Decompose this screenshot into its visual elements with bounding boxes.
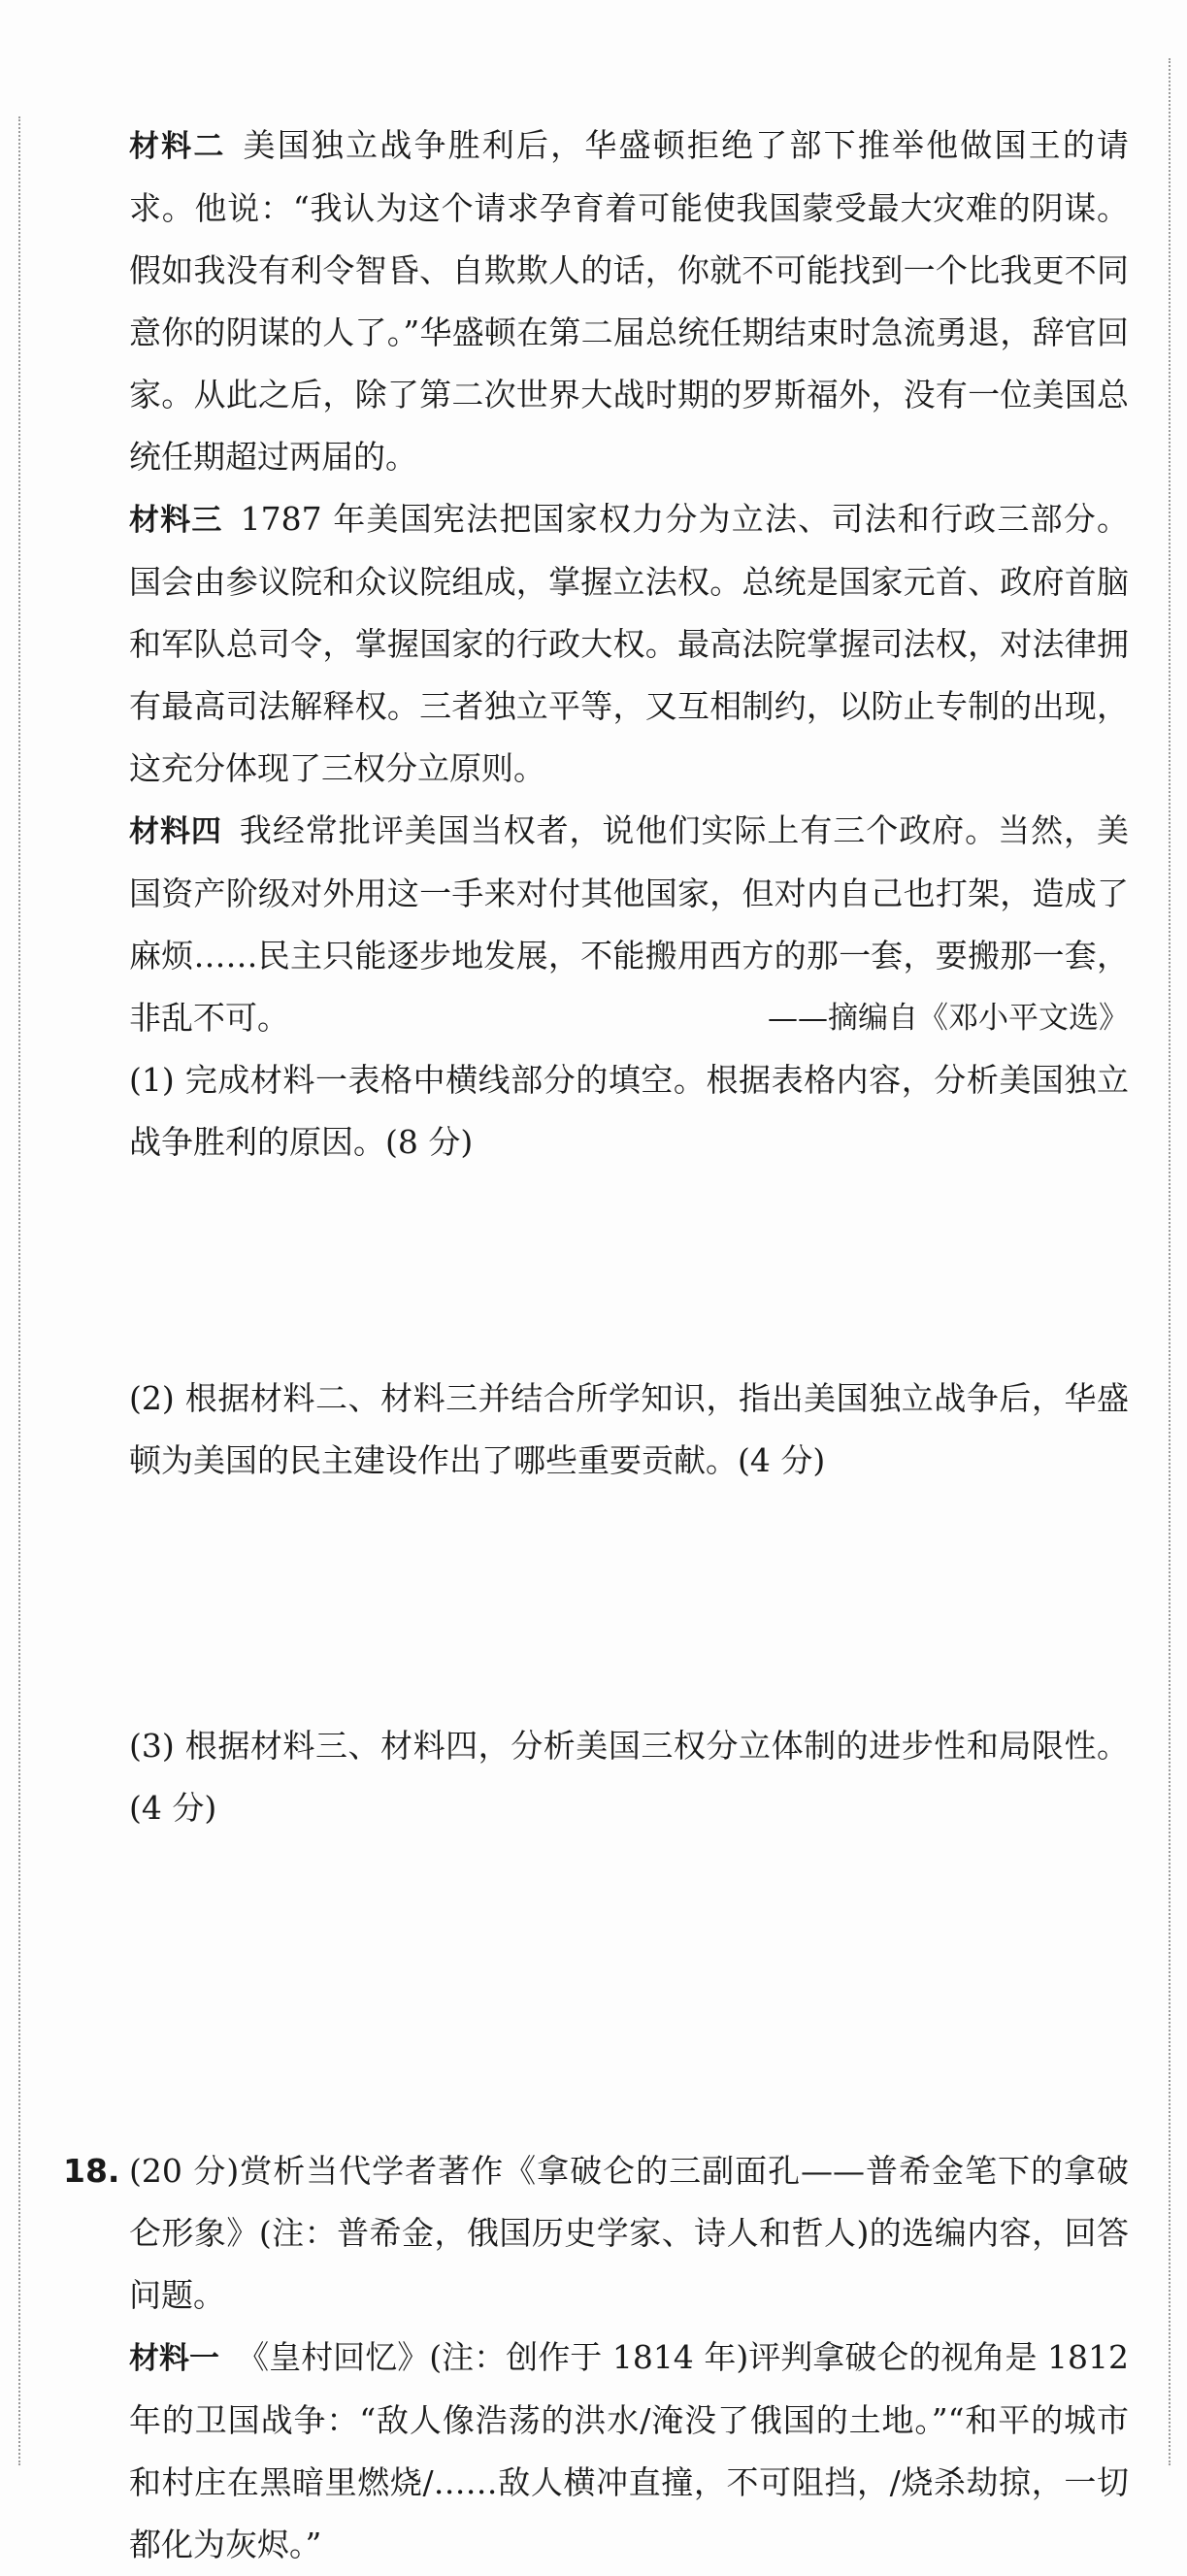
- material-text: 美国独立战争胜利后，华盛顿拒绝了部下推举他做国王的请求。他说：“我认为这个请求孕育着可能使我国蒙受最大灾难的阴谋。假如我没有利令智昏、自欺欺人的话，你就不可能找到一个比我更不同意你的阴谋的人了。”华盛顿在第二届总统任期结束时急流勇退，辞官回家。从此之后，除了第二次世界大战时期的罗斯福外，没有一位美国总统任期超过两届的。: [129, 126, 1130, 476]
- page-content: [63, 115, 1130, 2576]
- material-three: [129, 488, 1129, 800]
- material-text: 《皇村回忆》(注：创作于 1814 年)评判拿破仑的视角是 1812 年的卫国战争：“敌人像浩荡的洪水/淹没了俄国的土地。”“和平的城市和村庄在黑暗里燃烧/……敌人横冲直撞，不可阻挡，/烧杀劫掠，一切都化为灰烬。”: [129, 2338, 1130, 2563]
- material-text: 1787 年美国宪法把国家权力分为立法、司法和行政三部分。国会由参议院和众议院组成，掌握立法权。总统是国家元首、政府首脑和军队总司令，掌握国家的行政大权。最高法院掌握司法权，对法律拥有最高司法解释权。三者独立平等，又互相制约，以防止专制的出现，这充分体现了三权分立原则。: [129, 500, 1129, 787]
- question-3: (3) 根据材料三、材料四，分析美国三权分立体制的进步性和局限性。(4 分): [129, 1727, 1129, 1827]
- question-18-text: (20 分)赏析当代学者著作《拿破仑的三副面孔——普希金笔下的拿破仑形象》(注：普希金，俄国历史学家、诗人和哲人)的选编内容，回答问题。: [129, 2152, 1129, 2314]
- q18-material-one: [129, 2327, 1129, 2576]
- material-source: ——摘编自《邓小平文选》: [768, 1001, 1129, 1036]
- binding-margin-right: [1169, 58, 1171, 2465]
- material-text: 我经常批评美国当权者，说他们实际上有三个政府。当然，美国资产阶级对外用这一手来对付其他国家，但对内自己也打架，造成了麻烦……民主只能逐步地发展，不能搬用西方的那一套，要搬那一套，非乱不可。: [129, 811, 1130, 1037]
- material-label: 材料四: [129, 814, 222, 849]
- binding-margin-left: [18, 116, 20, 2465]
- question-2: (2) 根据材料二、材料三并结合所学知识，指出美国独立战争后，华盛顿为美国的民主建设作出了哪些重要贡献。(4 分): [129, 1379, 1129, 1479]
- question-number: 18.: [63, 2152, 120, 2190]
- material-label: 材料一: [129, 2341, 220, 2376]
- material-two: [129, 115, 1129, 488]
- material-label: 材料二: [129, 129, 226, 164]
- material-label: 材料三: [129, 503, 223, 538]
- question-1: (1) 完成材料一表格中横线部分的填空。根据表格内容，分析美国独立战争胜利的原因。(8 分): [129, 1061, 1129, 1161]
- question-18: [63, 2140, 1129, 2327]
